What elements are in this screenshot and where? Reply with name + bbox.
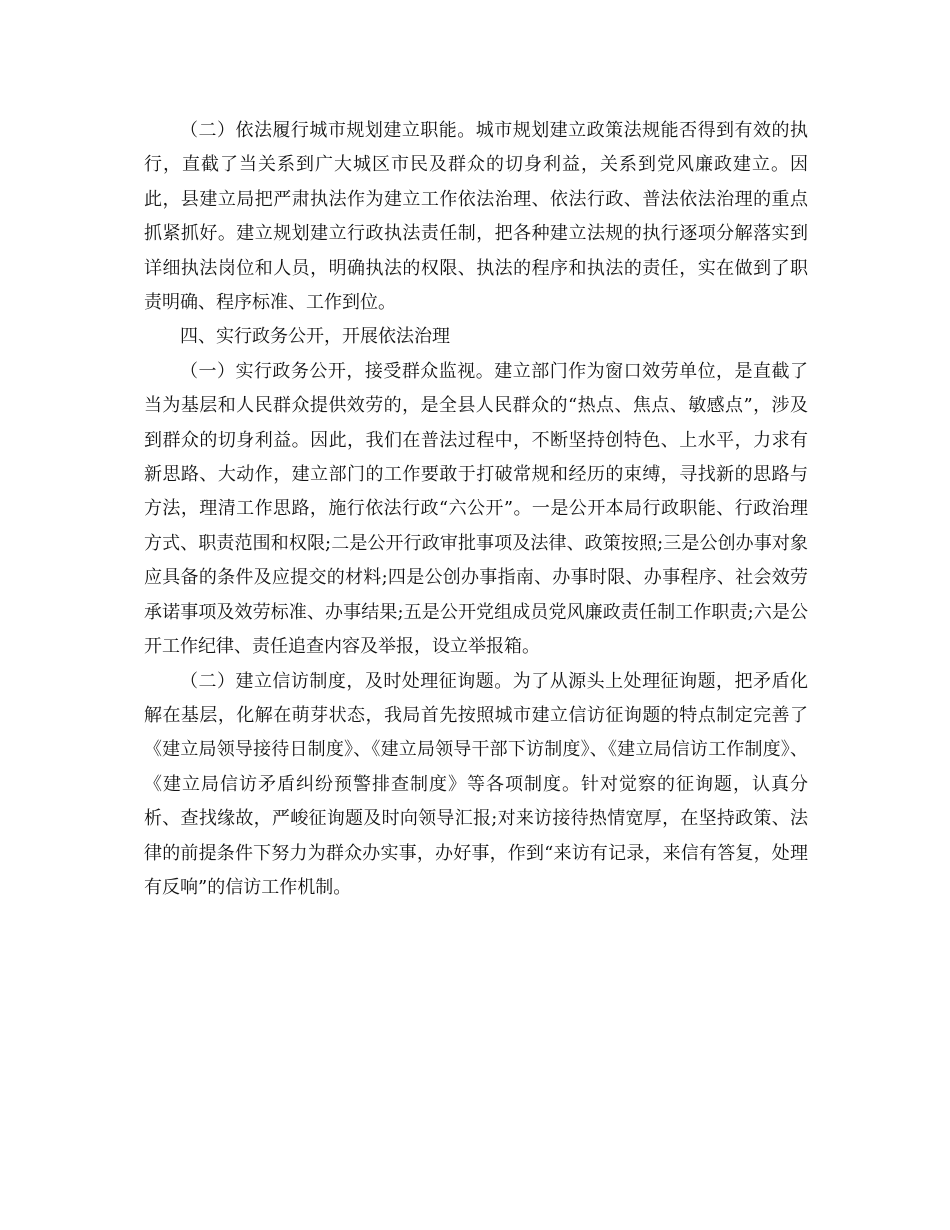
section-heading-four: 四、实行政务公开，开展依法治理 xyxy=(180,326,450,348)
paragraph-petition-system: （二）建立信访制度，及时处理征询题。为了从源头上处理征询题，把矛盾化解在基层，化解在萌芽状态，我局首先按照城市建立信访征询题的特点制定完善了《建立局领导接待日制度》、《建立局领导干部下访制度》、《建立局信访工作制度》、《建立局信访矛盾纠纷预警排查制度》等各项制度。针对觉察的征询题，认真分析、查找缘故，严峻征询题及时向领导汇报;对来访接待热情宽厚，在坚持政策、法律的前提条件下努力为群众办实事，办好事，作到“来访有记录，来信有答复，处理有反响”的信访工作机制。 xyxy=(144,670,808,898)
paragraph-planning-duties: （二）依法履行城市规划建立职能。城市规划建立政策法规能否得到有效的执行，直截了当关系到广大城区市民及群众的切身利益，关系到党风廉政建立。因此，县建立局把严肃执法作为建立工作依法治理、依法行政、普法依法治理的重点抓紧抓好。建立规划建立行政执法责任制，把各种建立法规的执行逐项分解落实到详细执法岗位和人员，明确执法的权限、执法的程序和执法的责任，实在做到了职责明确、程序标准、工作到位。 xyxy=(144,120,808,314)
paragraph-government-openness: （一）实行政务公开，接受群众监视。建立部门作为窗口效劳单位，是直截了当为基层和人民群众提供效劳的，是全县人民群众的“热点、焦点、敏感点”，涉及到群众的切身利益。因此，我们在普法过程中，不断坚持创特色、上水平，力求有新思路、大动作，建立部门的工作要敢于打破常规和经历的束缚，寻找新的思路与方法，理清工作思路，施行依法行政“六公开”。一是公开本局行政职能、行政治理方式、职责范围和权限;二是公开行政审批事项及法律、政策按照;三是公创办事对象应具备的条件及应提交的材料;四是公创办事指南、办事时限、办事程序、社会效劳承诺事项及效劳标准、办事结果;五是公开党组成员党风廉政责任制工作职责;六是公开工作纪律、责任追查内容及举报，设立举报箱。 xyxy=(144,360,808,658)
document-body xyxy=(144,114,808,905)
